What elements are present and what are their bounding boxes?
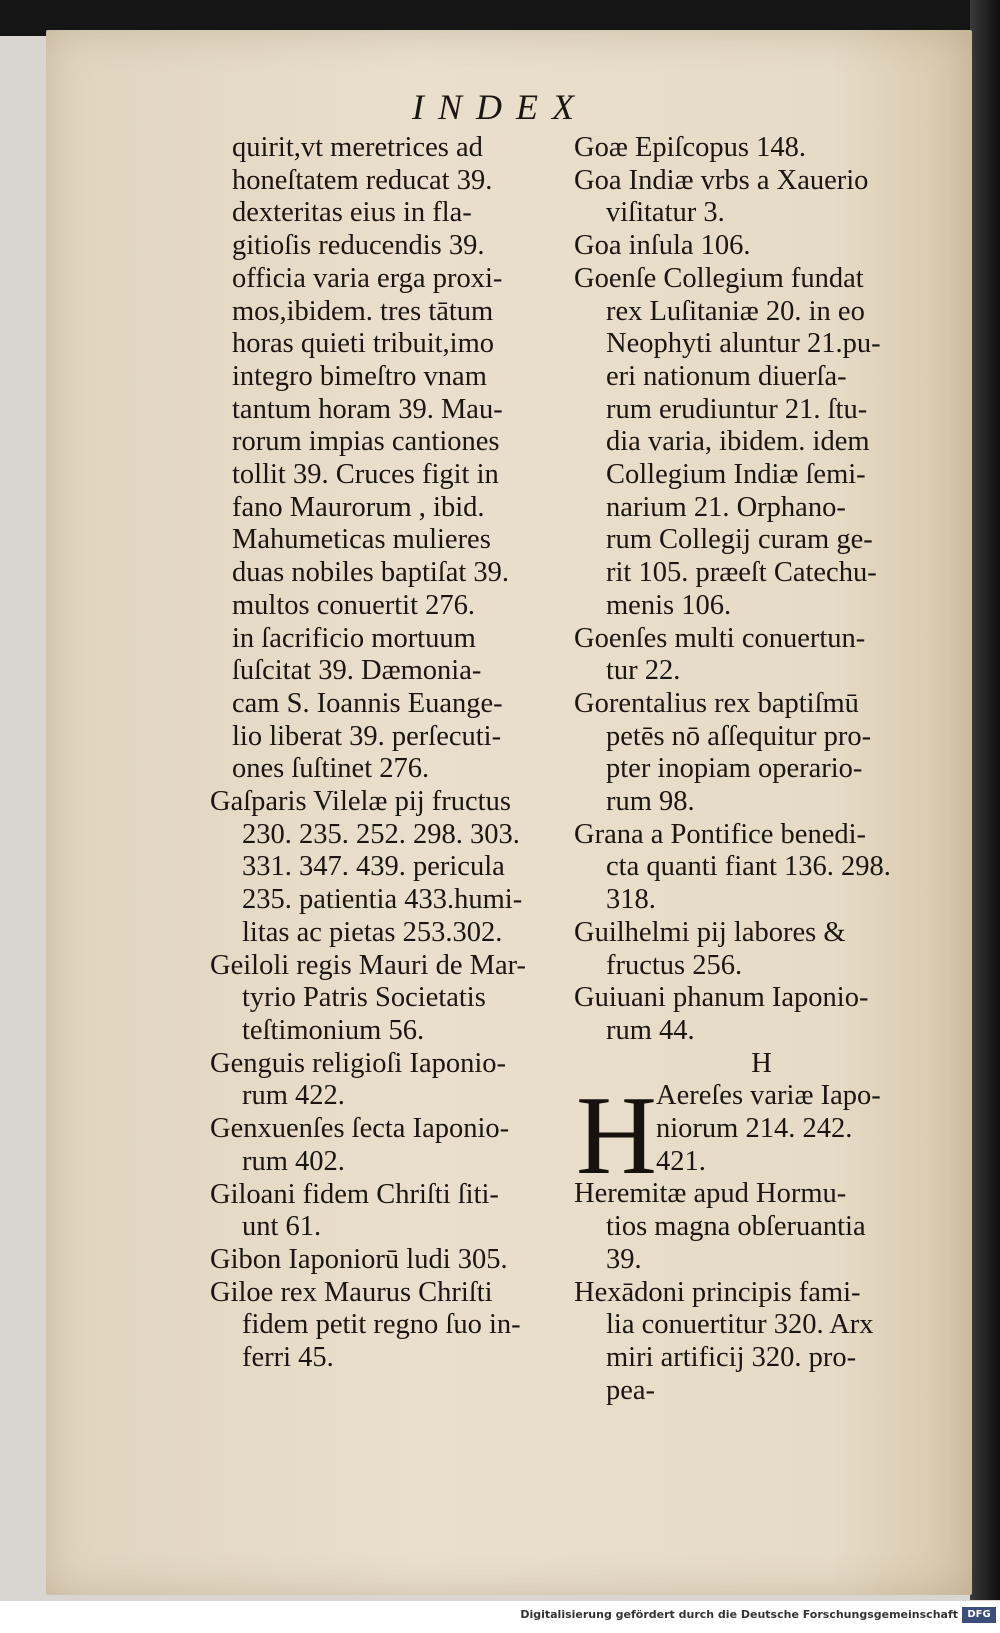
- index-line: gitioſis reducendis 39.: [232, 230, 485, 262]
- index-line: Goenſe Collegium fundat: [574, 262, 864, 294]
- index-line: rum Collegij curam ge-: [606, 524, 873, 556]
- index-line: ſuſcitat 39. Dæmonia-: [232, 655, 482, 687]
- index-entry: [574, 165, 949, 230]
- index-line: fano Maurorum , ibid.: [232, 491, 485, 523]
- index-line: Aereſes variæ Iapo-: [656, 1080, 881, 1112]
- index-line: 421.: [656, 1145, 706, 1177]
- running-head: INDEX: [412, 87, 588, 127]
- index-line: fructus 256.: [606, 949, 743, 981]
- index-line: unt 61.: [242, 1211, 322, 1243]
- index-line: 230. 235. 252. 298. 303.: [242, 818, 520, 850]
- index-entry: [210, 1179, 560, 1244]
- index-line: multos conuertit 276.: [232, 589, 476, 621]
- index-entry: [574, 982, 949, 1047]
- index-line: Genxuenſes ſecta Iaponio-: [210, 1113, 510, 1145]
- scan-edge-right: [970, 0, 1000, 1600]
- index-line: cam S. Ioannis Euange-: [232, 687, 503, 719]
- index-line: narium 21. Orphano-: [606, 491, 846, 523]
- index-line: officia varia erga proxi-: [232, 262, 503, 294]
- index-line: 331. 347. 439. pericula: [242, 851, 505, 883]
- index-line: rum 422.: [242, 1080, 345, 1112]
- index-line: rum 44.: [606, 1014, 695, 1046]
- index-entry: [210, 1113, 560, 1178]
- index-entry: [574, 132, 949, 165]
- left-column: [210, 132, 560, 1375]
- index-line: dia varia, ibidem. idem: [606, 426, 870, 458]
- index-line: ferri 45.: [242, 1342, 334, 1374]
- index-line: rum 402.: [242, 1145, 345, 1177]
- index-line: Collegium Indiæ ſemi-: [606, 459, 866, 491]
- index-line: menis 106.: [606, 589, 732, 621]
- section-letter: H: [751, 1047, 772, 1079]
- index-line: dexteritas eius in fla-: [232, 197, 472, 229]
- index-line: lio liberat 39. perſecuti-: [232, 720, 502, 752]
- index-line: Goæ Epiſcopus 148.: [574, 132, 806, 163]
- index-line: eri nationum diuerſa-: [606, 360, 847, 392]
- index-entry: [574, 263, 949, 623]
- index-line: rum erudiuntur 21. ſtu-: [606, 393, 868, 425]
- index-line: rex Luſitaniæ 20. in eo: [606, 295, 865, 327]
- index-line: Hexādoni principis fami-: [574, 1276, 861, 1308]
- index-line: Guilhelmi pij labores &: [574, 916, 846, 948]
- index-entry: [574, 1277, 949, 1408]
- index-line: tantum horam 39. Mau-: [232, 393, 503, 425]
- index-line: lia conuertitur 320. Arx: [606, 1309, 874, 1341]
- index-line: Gorentalius rex baptiſmū: [574, 687, 859, 719]
- index-line: pea-: [606, 1374, 656, 1406]
- index-line: ones ſuſtinet 276.: [232, 753, 430, 785]
- index-line: integro bimeſtro vnam: [232, 360, 487, 392]
- index-line: Gibon Iaponiorū ludi 305.: [210, 1243, 508, 1275]
- index-line: miri artificij 320. pro-: [606, 1341, 857, 1373]
- index-line: quirit,vt meretrices ad: [232, 132, 483, 163]
- index-line: honeſtatem reducat 39.: [232, 164, 493, 196]
- right-entries-g: [574, 132, 949, 1048]
- index-entry: [210, 1277, 560, 1375]
- index-entry: [574, 230, 949, 263]
- index-line: tios magna obſeruantia: [606, 1211, 866, 1243]
- index-line: mos,ibidem. tres tātum: [232, 295, 494, 327]
- index-line: 318.: [606, 884, 656, 916]
- index-entry: [574, 917, 949, 982]
- index-line: Genguis religioſi Iaponio-: [210, 1047, 507, 1079]
- dropcap-letter: H: [576, 1074, 657, 1199]
- index-line: litas ac pietas 253.302.: [242, 916, 503, 948]
- index-line: cta quanti fiant 136. 298.: [606, 851, 891, 883]
- left-entries: [210, 786, 560, 1375]
- index-line: Guiuani phanum Iaponio-: [574, 982, 869, 1014]
- index-line: Goenſes multi conuertun-: [574, 622, 866, 654]
- index-line: viſitatur 3.: [606, 197, 725, 229]
- index-line: Goa Indiæ vrbs a Xauerio: [574, 164, 869, 196]
- index-line: 235. patientia 433.humi-: [242, 884, 523, 916]
- footer-bar: [0, 1601, 1000, 1633]
- index-line: niorum 214. 242.: [656, 1113, 853, 1145]
- index-line: Gaſparis Vilelæ pij fructus: [210, 786, 511, 818]
- index-entry: [574, 623, 949, 688]
- index-line: Goa inſula 106.: [574, 230, 751, 262]
- index-entry: [210, 1048, 560, 1113]
- index-line: petēs nō aſſequitur pro-: [606, 720, 872, 752]
- index-line: 39.: [606, 1243, 642, 1275]
- index-entry: [574, 819, 949, 917]
- index-line: Giloe rex Maurus Chriſti: [210, 1276, 493, 1308]
- index-line: duas nobiles baptiſat 39.: [232, 557, 510, 589]
- index-line: tur 22.: [606, 655, 681, 687]
- index-entry: [210, 1244, 560, 1277]
- index-line: tollit 39. Cruces figit in: [232, 459, 499, 491]
- continued-entry: [210, 132, 560, 786]
- right-column: [574, 132, 949, 1407]
- index-entry: [210, 950, 560, 1048]
- index-line: pter inopiam operario-: [606, 753, 863, 785]
- index-line: fidem petit regno ſuo in-: [242, 1309, 521, 1341]
- index-line: rit 105. præeſt Catechu-: [606, 557, 877, 589]
- index-line: rorum impias cantiones: [232, 426, 500, 458]
- index-line: Giloani fidem Chriſti ſiti-: [210, 1178, 499, 1210]
- index-line: horas quieti tribuit,imo: [232, 328, 495, 360]
- right-entries-h: [574, 1178, 949, 1407]
- index-line: teſtimonium 56.: [242, 1014, 425, 1046]
- footer-credit: Digitalisierung gefördert durch die Deutsche Forschungsgemeinschaft: [520, 1608, 958, 1621]
- index-line: Geiloli regis Mauri de Mar-: [210, 949, 527, 981]
- index-line: rum 98.: [606, 786, 695, 818]
- index-line: Heremitæ apud Hormu-: [574, 1178, 847, 1210]
- index-entry: [210, 786, 560, 950]
- index-line: Grana a Pontifice benedi-: [574, 818, 866, 850]
- index-line: Neophyti aluntur 21.pu-: [606, 328, 881, 360]
- index-entry: [574, 688, 949, 819]
- dropcap-lines: [656, 1080, 881, 1178]
- index-line: Mahumeticas mulieres: [232, 524, 491, 556]
- index-line: tyrio Patris Societatis: [242, 982, 486, 1014]
- dfg-logo: DFG: [962, 1607, 996, 1623]
- index-line: in ſacrificio mortuum: [232, 622, 476, 654]
